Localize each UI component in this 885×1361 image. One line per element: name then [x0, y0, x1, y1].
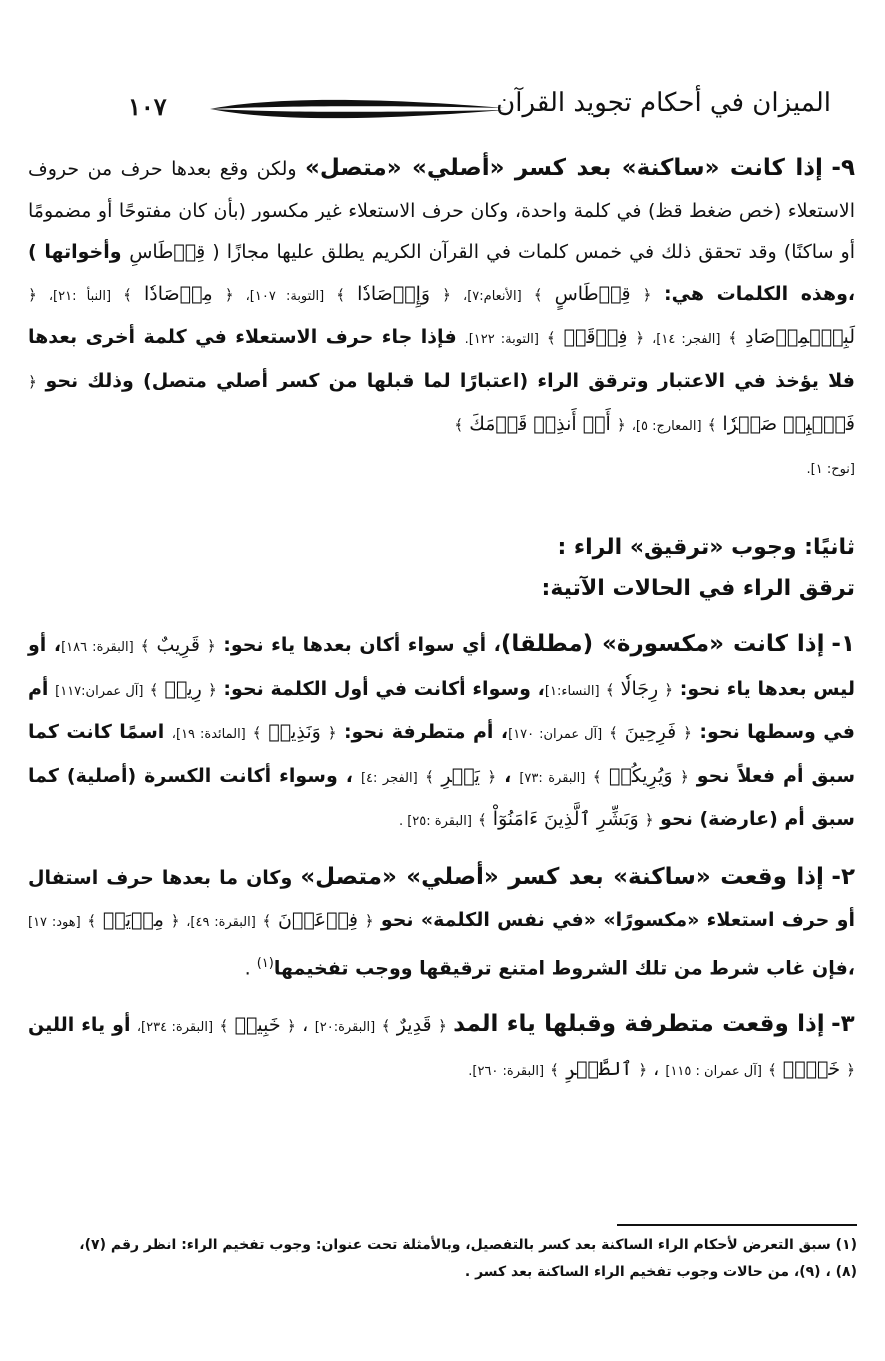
- ornament-open: ﴿: [638, 1060, 648, 1079]
- ornament-open: ﴿: [683, 724, 692, 743]
- verse-reference: [البقرة: ٤٩]،: [186, 914, 256, 930]
- verse-example: وَيُرِيكُمۡ: [609, 764, 673, 787]
- verse-reference: [المائدة: ١٩]،: [171, 727, 246, 743]
- item1-text-2: ، أو ليس بعدها ياء نحو:: [28, 633, 856, 700]
- verse-example: وَبَشِّرِ ٱلَّذِينَ ءَامَنُوٓاْ: [492, 808, 639, 831]
- ornament-close: ﴾: [533, 285, 543, 304]
- header-ornament-icon: [208, 94, 508, 124]
- item2-text-1: وكان ما بعدها حرف استفال أو حرف استعلاء «مكسورًا» «في نفس الكلمة» نحو: [28, 866, 855, 931]
- item2-paragraph: [28, 857, 855, 990]
- item1-heading: إذا كانت «مكسورة» (مطلقا): [500, 630, 825, 657]
- item1-number: ١-: [831, 630, 856, 657]
- ornament-open: ﴿: [442, 285, 451, 304]
- ornament-close: ﴾: [87, 911, 97, 930]
- ornament-open: ﴿: [635, 329, 645, 348]
- verse-example: قَرِيبٌ: [156, 633, 200, 656]
- ornament-close: ﴾: [609, 724, 618, 743]
- ornament-close: ﴾: [425, 767, 434, 786]
- ornament-close: ﴾: [140, 636, 150, 655]
- section2-subtitle: ترقق الراء في الحالات الآتية:: [541, 576, 855, 602]
- main-text: [28, 148, 855, 1092]
- verse-example: رِجَالٗا: [620, 677, 659, 700]
- ornament-open: ﴿: [224, 285, 234, 304]
- ornament-open: ﴿: [664, 680, 674, 699]
- verse-example: مِرۡيَةٖ: [102, 908, 164, 931]
- verse-example: قِرۡطَاسٍ: [554, 282, 631, 305]
- footnote: [30, 1232, 857, 1286]
- verse-example: فَرِحِينَ: [624, 721, 677, 744]
- item3-number: ٣-: [831, 1011, 855, 1038]
- verse-example: وَإِرۡصَادٗا: [357, 282, 431, 305]
- ornament-open: ﴿: [287, 1017, 296, 1036]
- ornament-close: ﴾: [454, 415, 464, 434]
- running-header: [100, 84, 845, 134]
- ornament-open: ﴿: [487, 767, 497, 786]
- item2-text-3: .: [244, 957, 257, 980]
- verse-reference: [البقرة :٢٥] .: [398, 814, 472, 830]
- ornament-open: ﴿: [28, 372, 37, 391]
- item3-text-1: أو ياء اللين: [28, 1014, 131, 1037]
- verse-example: يَسۡرِ: [441, 764, 480, 787]
- section9-paragraph: [28, 148, 855, 491]
- item1-paragraph: [28, 624, 855, 843]
- verse-reference: [التوبة: ١٢٢].: [464, 332, 539, 348]
- verse-reference: [آل عمران:١١٧]: [55, 683, 144, 699]
- item1-text-6: اسمًا كانت كما سبق أم فعلاً نحو: [28, 721, 856, 787]
- section9-text-2: وأخواتها ) ،وهذه الكلمات هي:: [28, 241, 856, 305]
- item1-text-8: ، وسواء أكانت الكسرة (أصلية) كما سبق أم (عارضة) نحو: [28, 764, 855, 831]
- verse-reference: [آل عمران : ١١٥]: [665, 1063, 762, 1079]
- item2-number: ٢-: [831, 863, 856, 890]
- section2-title: ثانيًا: وجوب «ترقيق» الراء :: [557, 534, 855, 560]
- verse-reference: [الأنعام:٧]،: [463, 288, 522, 304]
- ornament-close: ﴾: [477, 811, 487, 830]
- verse-example: رِيحٖ: [164, 677, 202, 700]
- ornament-close: ﴾: [381, 1017, 391, 1036]
- footnote-line-2: (٨) ، (٩)، من حالات وجوب تفخيم الراء الساكنة بعد كسر .: [464, 1264, 857, 1280]
- verse-reference: [المعارج: ٥]،: [631, 418, 702, 434]
- ornament-close: ﴾: [123, 285, 132, 304]
- ornament-open: ﴿: [207, 680, 217, 699]
- item3-heading: إذا وقعت متطرفة وقبلها ياء المد: [453, 1011, 825, 1038]
- verse-reference: [البقرة :٧٣]: [519, 770, 586, 786]
- footnote-line-1: (١) سبق التعرض لأحكام الراء الساكنة بعد كسر بالتفصيل، وبالأمثلة تحت عنوان: وجوب تفخيم الراء: انظر رقم (٧)،: [79, 1237, 857, 1253]
- verse-reference: [التوبة: ١٠٧]،: [245, 288, 325, 304]
- section9-text-3: فإذا جاء حرف الاستعلاء في كلمة أخرى بعدها فلا يؤخذ في الاعتبار وترقق الراء (اعتبارًا لما قبلها من كسر أصلي متصل) وذلك نحو: [28, 326, 855, 392]
- verse-example: لَبِٱلۡمِرۡصَادِ: [745, 326, 856, 349]
- item3-paragraph: ٣- إذا وقعت متطرفة وقبلها ياء المد ﴿ قَدِيرٌ ﴾ [البقرة:٢٠] ، ﴿ خَبِيرٞ ﴾ [البقرة: ٢٣٤]، أو ياء اللين ﴿ خَيۡرٖ ﴾ [آل عمران : ١١٥] ، ﴿ ٱلطَّيۡرِ ﴾ [البقرة: ٢٦٠].: [28, 1011, 855, 1080]
- verse-reference: [البقرة:٢٠]: [314, 1020, 376, 1036]
- ornament-close: ﴾: [219, 1017, 229, 1036]
- item1-text-7: ،: [496, 764, 520, 787]
- ornament-close: ﴾: [592, 767, 602, 786]
- verse-reference: [النبأ :٢١]،: [48, 288, 112, 304]
- verse-example: فَٱصۡبِرۡ صَبۡرٗا: [722, 412, 855, 435]
- verse-reference: [النساء:١]: [544, 683, 600, 699]
- ornament-close: ﴾: [728, 329, 738, 348]
- verse-example: مِرۡصَادٗا: [144, 282, 213, 305]
- item1-text-3: ، وسواء أكانت في أول الكلمة نحو:: [216, 677, 545, 700]
- ornament-close: ﴾: [336, 285, 346, 304]
- ornament-open: ﴿: [170, 911, 180, 930]
- section9-number: ٩-: [831, 155, 856, 181]
- ornament-close: ﴾: [550, 1060, 559, 1079]
- verse-example: فِرۡقَةٖ: [563, 326, 628, 349]
- verse-example: ٱلطَّيۡرِ: [564, 1057, 633, 1080]
- ornament-close: ﴾: [767, 1060, 777, 1079]
- ornament-open: ﴿: [642, 285, 652, 304]
- ornament-open: ﴿: [616, 415, 626, 434]
- ornament-open: ﴿: [327, 724, 337, 743]
- section9-text-1: ولكن وقع بعدها حرف من حروف الاستعلاء (خص ضغط قظ) في كلمة واحدة، وكان حرف الاستعلاء غير مكسور (بأن كان مفتوحًا أو مضمومًا أو ساكنًا) وقد تحقق ذلك في خمس كلمات في القرآن الكريم يطلق عليها مجازًا (: [28, 158, 856, 264]
- verse-reference: [الفجر :٤]: [360, 770, 418, 786]
- verse-example: خَبِيرٞ: [234, 1014, 281, 1037]
- ornament-close: ﴾: [252, 724, 262, 743]
- footnote-marker[interactable]: (١): [256, 956, 274, 972]
- verse-example: أَنۡ أَنذِرۡ قَوۡمَكَ: [469, 412, 611, 435]
- item1-text-5: ، أم متطرفة نحو:: [336, 721, 509, 744]
- verse-example: خَيۡرٖ: [782, 1057, 841, 1080]
- ornament-open: ﴿: [438, 1017, 447, 1036]
- verse-reference: [البقرة: ٢٣٤]،: [136, 1020, 214, 1036]
- item2-text-2: ،فإن غاب شرط من تلك الشروط امتنع ترقيقها ووجب تفخيمها: [273, 957, 855, 980]
- verse-example: وَنَذِيرٞ: [268, 721, 321, 744]
- verse-reference: [البقرة: ٢٦٠].: [468, 1063, 545, 1079]
- verse-example: فِرۡعَوۡنَ: [278, 908, 359, 931]
- verse-reference: [نوح: ١].: [806, 462, 855, 478]
- ornament-open: ﴿: [206, 636, 216, 655]
- ornament-close: ﴾: [707, 415, 717, 434]
- ornament-close: ﴾: [262, 911, 272, 930]
- verse-reference: [آل عمران: ١٧٠]: [508, 727, 603, 743]
- ornament-open: ﴿: [644, 811, 654, 830]
- verse-qirtas-intro: قِرۡطَاسِ: [129, 241, 206, 264]
- ornament-close: ﴾: [546, 329, 556, 348]
- item1-text-1: ، أي سواء أكان بعدها ياء نحو:: [215, 633, 501, 656]
- verse-reference: [البقرة: ١٨٦]: [61, 639, 134, 655]
- ornament-open: ﴿: [28, 285, 37, 304]
- ornament-close: ﴾: [605, 680, 615, 699]
- ornament-open: ﴿: [679, 767, 689, 786]
- ornament-open: ﴿: [364, 911, 374, 930]
- ornament-open: ﴿: [846, 1060, 855, 1079]
- section9-heading: إذا كانت «ساكنة» بعد كسر «أصلي» «متصل»: [305, 155, 823, 181]
- item2-heading: إذا وقعت «ساكنة» بعد كسر «أصلي» «متصل»: [300, 863, 824, 890]
- verse-reference: [الفجر: ١٤]،: [652, 332, 721, 348]
- page-number: ١٠٧: [128, 92, 167, 121]
- book-title: الميزان في أحكام تجويد القرآن: [496, 88, 831, 118]
- ornament-close: ﴾: [149, 680, 159, 699]
- verse-example: قَدِيرٌ: [396, 1014, 432, 1037]
- verse-reference: [هود: ١٧]: [28, 914, 81, 930]
- footnote-separator: [617, 1224, 857, 1226]
- item1-text-4: أم في وسطها نحو:: [28, 677, 855, 744]
